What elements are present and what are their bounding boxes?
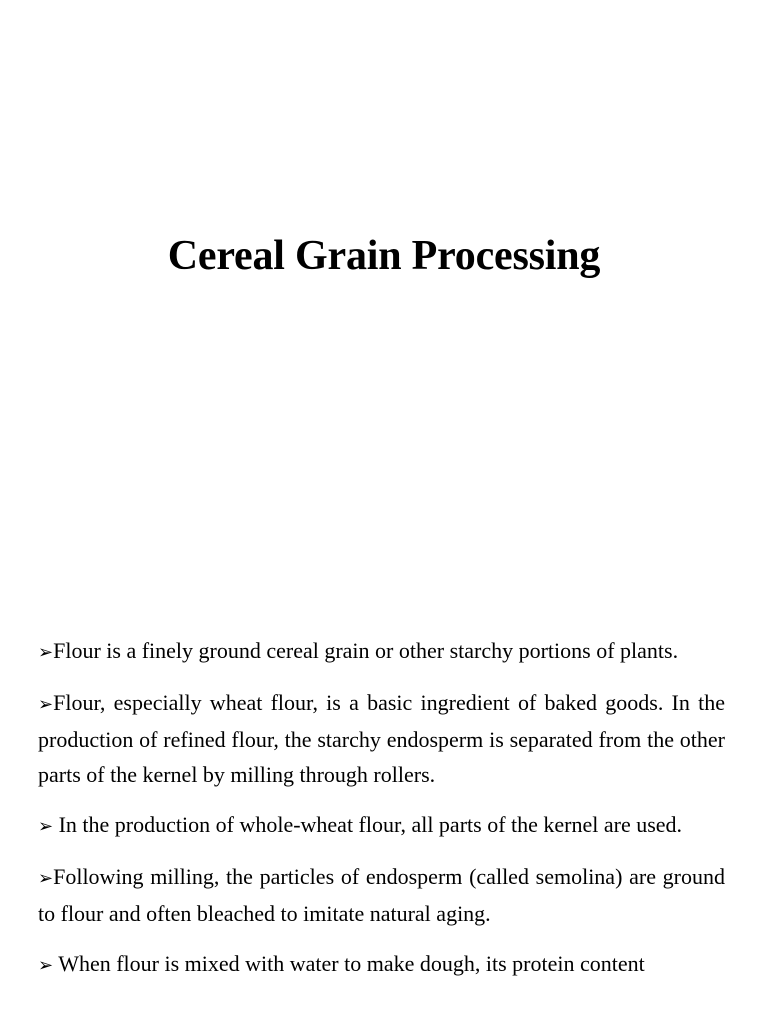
bullet-text: Following milling, the particles of endosperm (called semolina) are ground to flour and often bleached to imitate natural aging. bbox=[38, 864, 725, 926]
arrow-bullet-icon: ➢ bbox=[38, 642, 54, 663]
bullet-text: Flour is a finely ground cereal grain or other starchy portions of plants. bbox=[53, 638, 679, 663]
bullet-item bbox=[38, 946, 725, 983]
bullet-item bbox=[38, 807, 725, 844]
bullet-list bbox=[38, 633, 725, 998]
arrow-bullet-icon: ➢ bbox=[38, 955, 54, 976]
bullet-item bbox=[38, 633, 725, 670]
bullet-item bbox=[38, 685, 725, 792]
arrow-bullet-icon: ➢ bbox=[38, 868, 54, 889]
document-title: Cereal Grain Processing bbox=[167, 233, 601, 279]
bullet-text: When flour is mixed with water to make dough, its protein content bbox=[58, 951, 645, 976]
bullet-text: In the production of whole-wheat flour, all parts of the kernel are used. bbox=[58, 812, 683, 837]
arrow-bullet-icon: ➢ bbox=[38, 816, 54, 837]
bullet-text: Flour, especially wheat flour, is a basic ingredient of baked goods. In the production of refined flour, the starchy endosperm is separated from the other parts of the kernel by milling through rollers. bbox=[38, 690, 725, 787]
arrow-bullet-icon: ➢ bbox=[38, 694, 54, 715]
bullet-item bbox=[38, 859, 725, 931]
